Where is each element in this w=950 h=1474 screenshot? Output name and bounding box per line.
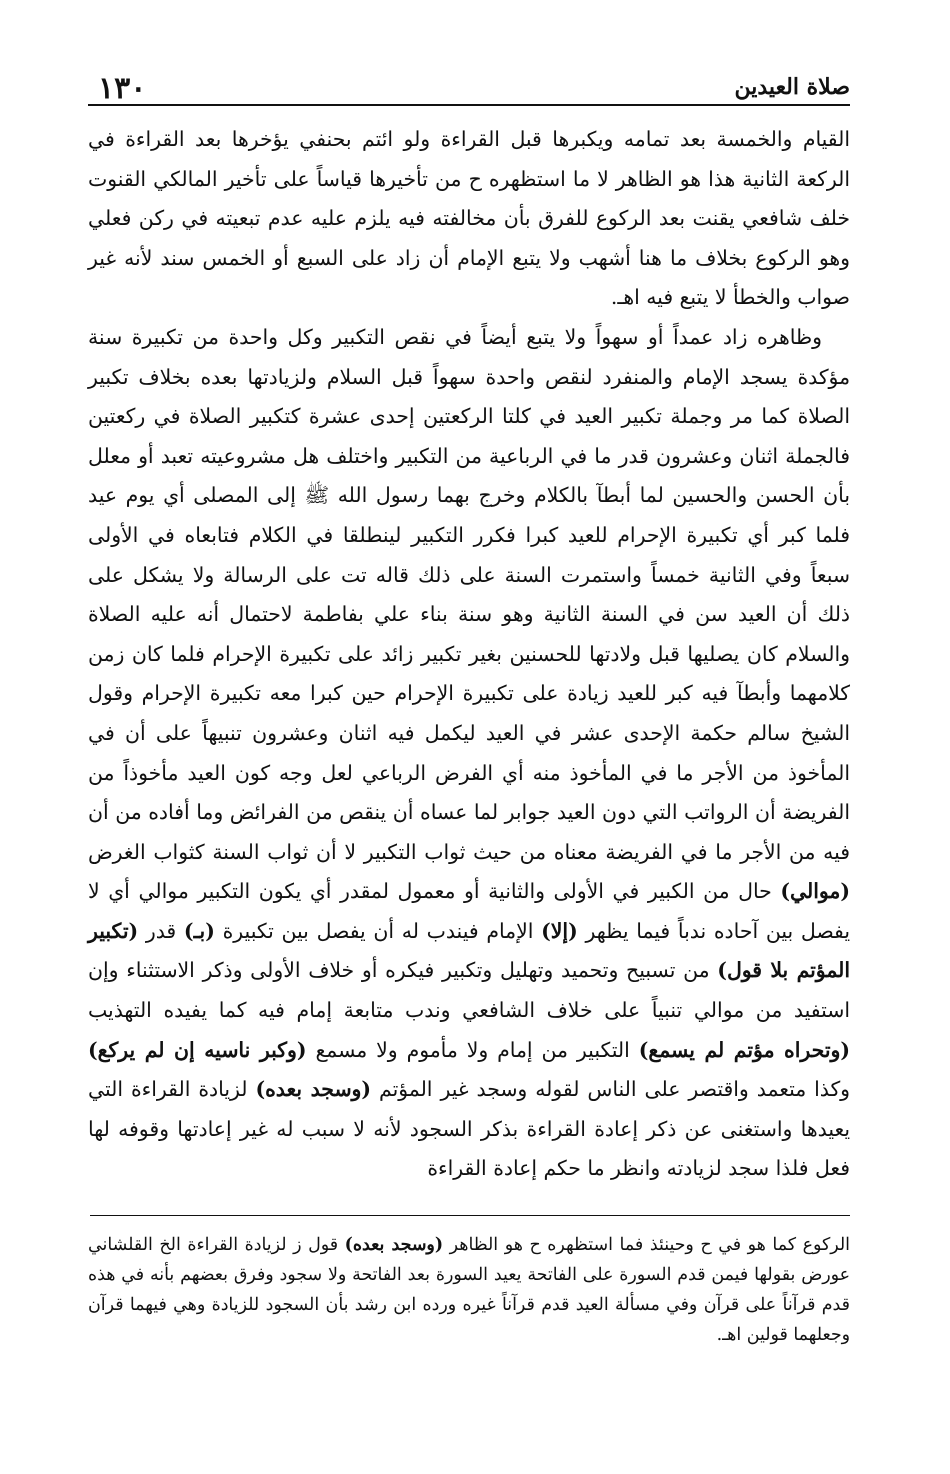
matn-term: (وسجد بعده) [255, 1077, 372, 1102]
text-run: وظاهره زاد عمداً أو سهواً ولا يتبع أيضاً في نقص التكبير وكل واحدة من تكبيرة سنة مؤكدة يسجد الإمام والمنفرد لنقص واحدة سهواً قبل السلام ولزيادتها بعده بخلاف تكبير الصلاة كما مر وجملة تكبير العيد في كلتا الركعتين إحدى عشرة كتكبير الصلاة في ركعتين فالجملة اثنان وعشرون قدر ما في الرباعية من التكبير واختلف هل مشروعيته تعبد أو معلل بأن الحسن والحسين لما أبطآ بالكلام وخرج بهما رسول الله ﷺ إلى المصلى أي يوم عيد فلما كبر أي تكبيرة الإحرام للعيد كبرا فكرر التكبير لينطلقا في الكلام فتابعاه في الأولى سبعاً وفي الثانية خمساً واستمرت السنة على ذلك قاله تت على الرسالة ولا يشكل على ذلك أن العيد سن في السنة الثانية وهو سنة بناء علي بفاطمة لاحتمال أنه عليه الصلاة والسلام كان يصليها قبل ولادتها للحسنين بغير تكبير زائد على تكبيرة الإحرام فلما كان زمن كلامهما وأبطآ فيه كبر للعيد زيادة على تكبيرة الإحرام حين كبرا معه تكبيرة الإحرام وقول الشيخ سالم حكمة الإحدى عشر في العيد ليكمل فيه اثنان وعشرون تنبيهاً على أن في المأخوذ من الأجر ما في المأخوذ منه أي الفرض الرباعي لعل وجه كون العيد مأخوذاً من الفريضة أن الرواتب التي دون العيد جوابر لما عساه أن ينقص من الفرائض وما أفاده من أن فيه من الأجر ما في الفريضة معناه من حيث ثواب التكبير لا أن ثواب السنة كثواب الغرض [88, 324, 850, 864]
text-run: حال من الكبير في الأولى والثانية أو معمول لمقدر أي يكون التكبير موالي أي لا يفصل بين آحاده ندباً فيما يظهر [88, 879, 851, 943]
text-run: قدر [145, 918, 177, 943]
matn-term: (بـ) [183, 918, 215, 943]
text-run: الإمام فيندب له أن يفصل بين تكبيرة [222, 918, 534, 943]
footnote-paragraph [88, 1230, 850, 1350]
matn-term: (تكبير المؤتم بلا قول) [88, 918, 851, 983]
text-run: من تسبيح وتحميد وتهليل وتكبير فيكره أو خلاف الأولى وذكر الاستثناء وإن استفيد من موالي تنبياً على خلاف الشافعي وندب متابعة إمام فيه كما يفيده التهذيب [88, 958, 850, 1023]
page [88, 58, 850, 1350]
paragraph-2 [88, 318, 850, 1189]
text-run: الركوع كما هو في ح وحينئذ فما استظهره ح هو الظاهر [449, 1235, 851, 1256]
running-header [88, 58, 850, 106]
footnote [88, 1230, 850, 1350]
matn-term: (وسجد بعده) [344, 1235, 444, 1256]
footnote-separator [90, 1215, 850, 1216]
matn-term: (وتحراه مؤتم لم يسمع) [638, 1037, 850, 1062]
chapter-title: صلاة العيدين [734, 74, 850, 100]
text-run: وكذا متعمد واقتصر على الناس لقوله وسجد غير المؤتم [379, 1077, 851, 1102]
text-run: لزيادة القراءة التي يعيدها واستغنى عن ذكر إعادة القراءة بذكر السجود لأنه لا سبب له غير إعادتها وقوفه لها فعل فلذا سجد لزيادته وانظر ما حكم إعادة القراءة [88, 1077, 850, 1181]
main-text [88, 120, 850, 1189]
text-run: قول ز لزيادة القراءة الخ القلشاني عورض بقولها فيمن قدم السورة على الفاتحة يعيد السورة بعد الفاتحة ولا سجود وفرق بعضهم بأنه في هذه قدم قرآناً على قرآن وفي مسألة العيد قدم قرآناً غيره ورده ابن رشد بأن السجود للزيادة وهي فيهما قرآن وجعلهما قولين اهـ. [88, 1235, 850, 1346]
matn-term: (إلا) [541, 918, 578, 943]
text-run: التكبير من إمام ولا مأموم ولا مسمع [315, 1037, 630, 1062]
paragraph-1: القيام والخمسة بعد تمامه ويكبرها قبل القراءة ولو ائتم بحنفي يؤخرها بعد القراءة في الركعة الثانية هذا هو الظاهر لا ما استظهره ح من تأخيرها قياساً على تأخير المالكي القنوت خلف شافعي يقنت بعد الركوع للفرق بأن مخالفته فيه يلزم عليه عدم تبعيته في ركن فعلي وهو الركوع بخلاف ما هنا أشهب ولا يتبع الإمام أن زاد على السبع أو الخمس سند لأنه غير صواب والخطأ لا يتبع فيه اهـ. [88, 127, 850, 310]
page-number: ١٣٠ [98, 71, 147, 106]
matn-term: (وكبر ناسيه إن لم يركع) [88, 1037, 307, 1062]
matn-term: (موالي) [780, 879, 850, 904]
